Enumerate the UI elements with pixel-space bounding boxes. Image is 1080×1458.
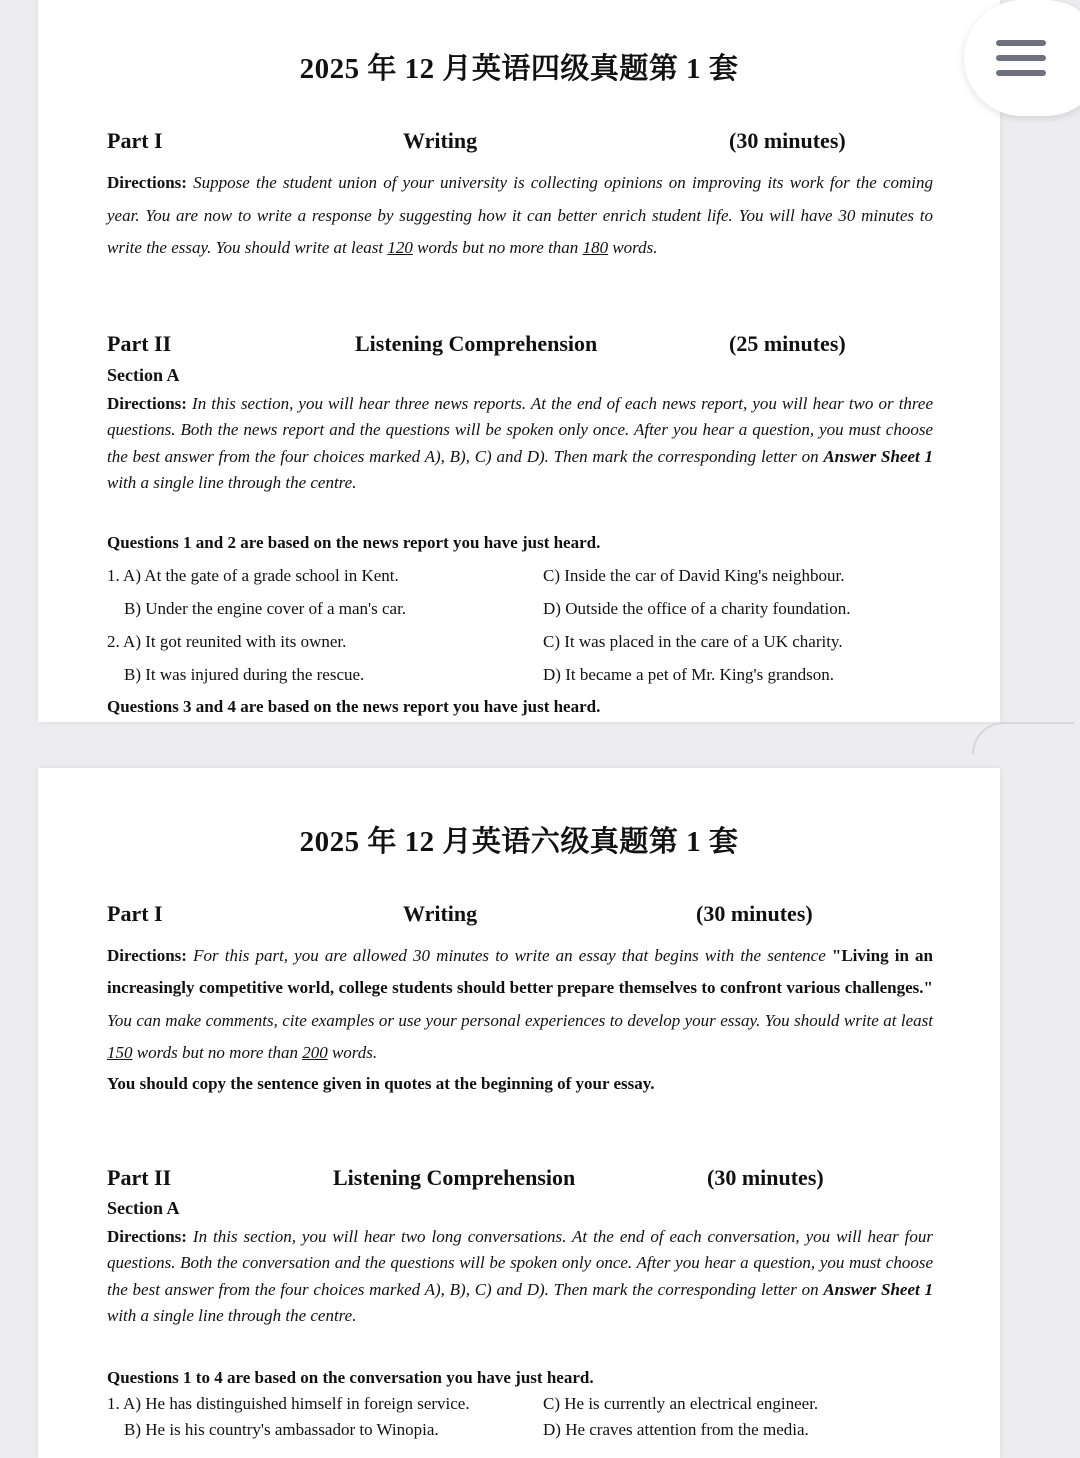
menu-button[interactable] [964, 0, 1080, 116]
cet6-question-group-heading: Questions 1 to 4 are based on the conversation you have just heard. [107, 1368, 594, 1387]
q2-option-a: 2. A) It got reunited with its owner. [107, 632, 347, 651]
directions-label: Directions: [107, 1227, 187, 1246]
cet6-title: 2025 年 12 月英语六级真题第 1 套 [299, 826, 739, 858]
q1-option-b: B) He is his country's ambassador to Winopia. [124, 1420, 439, 1439]
min-word-count: 150 [107, 1043, 133, 1063]
part-name: Writing [403, 901, 478, 926]
q1-option-a: 1. A) At the gate of a grade school in Kent. [107, 566, 399, 585]
directions-label: Directions: [107, 173, 187, 192]
part-time: (30 minutes) [729, 128, 846, 153]
part-label: Part II [107, 331, 172, 356]
directions-text: For this part, you are allowed 30 minutes to write an essay that begins with the sentence [186, 946, 832, 965]
directions-text: words but no more than [412, 238, 583, 257]
part-name: Writing [403, 128, 478, 153]
hamburger-menu-icon [996, 40, 1046, 46]
cet6-section-a: Section A [107, 1198, 180, 1218]
part-label: Part I [107, 901, 163, 926]
directions-text: words. [327, 1043, 378, 1063]
directions-text: with a single line through the centre. [107, 1305, 357, 1325]
q1-option-c: C) He is currently an electrical engineer. [543, 1394, 819, 1413]
hamburger-menu-icon [996, 70, 1046, 76]
cet4-title: 2025 年 12 月英语四级真题第 1 套 [299, 53, 739, 85]
cet4-question-group-heading: Questions 1 and 2 are based on the news report you have just heard. [107, 533, 601, 552]
essay-prompt-quote: "Living in an increasingly competitive world, college students should better prepare themselves to confront various challenges." [107, 946, 934, 998]
directions-text: In this section, you will hear two long conversations. At the end of each conversation, you will hear four questions. Both the conversation and the questions will be spoken only once. After you hear a question, you must choose the best answer from the four choices marked A), B), C) and D). Then mark the corresponding letter on [107, 1227, 933, 1299]
cet4-part2-header [107, 331, 930, 361]
cet6-part1-header [107, 901, 930, 931]
directions-text: Suppose the student union of your university is collecting opinions on improving its work for the coming year. You are now to write a response by suggesting how it can better enrich student life. You will have 30 minutes to write the essay. You should write at least [107, 173, 933, 257]
cet4-writing-directions [107, 167, 933, 265]
q2-option-c: C) It was placed in the care of a UK charity. [543, 632, 843, 651]
q2-option-b: B) It was injured during the rescue. [124, 665, 365, 684]
directions-label: Directions: [107, 394, 187, 413]
max-word-count: 200 [302, 1043, 328, 1063]
directions-label: Directions: [107, 946, 187, 965]
part-time: (25 minutes) [729, 331, 846, 356]
directions-text: words. [608, 238, 658, 257]
cet6-part2-header [107, 1165, 930, 1195]
cet6-copy-note: You should copy the sentence given in quotes at the beginning of your essay. [107, 1074, 655, 1093]
cet4-exam-page [38, 0, 1000, 722]
cet4-question-group-heading: Questions 3 and 4 are based on the news report you have just heard. [107, 697, 601, 716]
cet6-listening-directions [107, 1224, 933, 1329]
part-time: (30 minutes) [707, 1165, 824, 1190]
scroll-edge-indicator [972, 722, 1074, 754]
part-name: Listening Comprehension [355, 331, 598, 356]
hamburger-menu-icon [996, 55, 1046, 61]
q1-option-d: D) He craves attention from the media. [543, 1420, 809, 1439]
directions-text: with a single line through the centre. [107, 472, 357, 492]
cet4-part1-header [107, 128, 930, 158]
answer-sheet-ref: Answer Sheet 1 [823, 1279, 933, 1299]
answer-sheet-ref: Answer Sheet 1 [823, 446, 933, 466]
directions-text: words but no more than [132, 1043, 303, 1063]
cet4-section-a: Section A [107, 365, 180, 385]
q2-option-d: D) It became a pet of Mr. King's grandson. [543, 665, 835, 684]
q1-option-b: B) Under the engine cover of a man's car. [124, 599, 407, 618]
directions-text: In this section, you will hear three news reports. At the end of each news report, you will hear two or three questions. Both the news report and the questions will be spoken only once. After you hear a question, you must choose the best answer from the four choices marked A), B), C) and D). Then mark the corresponding letter on [107, 394, 933, 466]
q1-option-c: C) Inside the car of David King's neighbour. [543, 566, 845, 585]
part-label: Part I [107, 128, 163, 153]
directions-text: You can make comments, cite examples or use your personal experiences to develop your essay. You should write at least [107, 1010, 933, 1030]
cet6-writing-directions [107, 940, 933, 1070]
max-word-count: 180 [582, 238, 609, 257]
q1-option-d: D) Outside the office of a charity foundation. [543, 599, 851, 618]
q1-option-a: 1. A) He has distinguished himself in foreign service. [107, 1394, 470, 1413]
part-time: (30 minutes) [696, 901, 813, 926]
part-name: Listening Comprehension [333, 1165, 576, 1190]
part-label: Part II [107, 1165, 172, 1190]
cet6-exam-page [38, 768, 1000, 1458]
cet4-listening-directions [107, 391, 933, 496]
min-word-count: 120 [387, 238, 413, 257]
